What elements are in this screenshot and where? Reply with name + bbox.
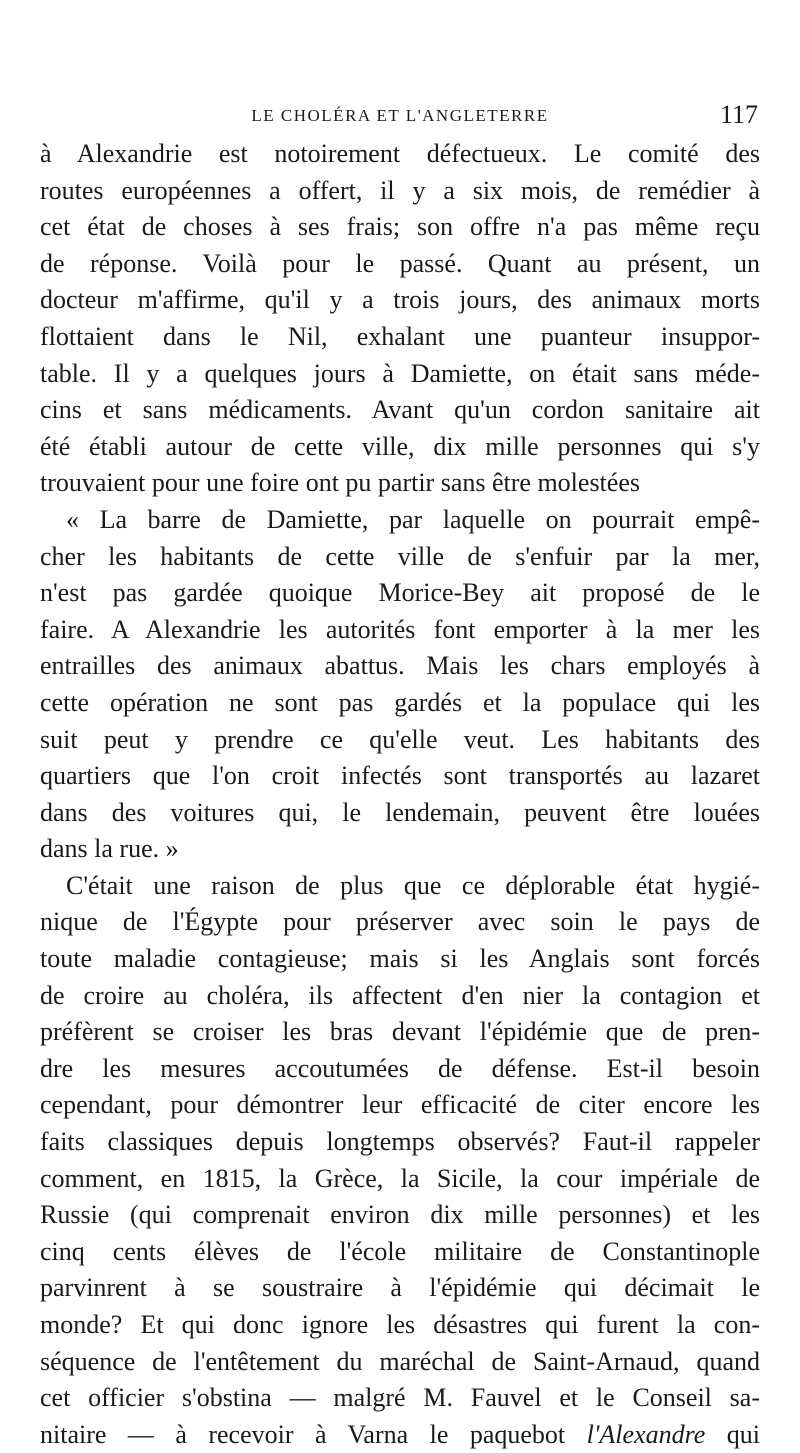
text-line-content: cher les habitants de cette ville de s'enfuir par la mer, (40, 541, 760, 571)
text-line-content: parvinrent à se soustraire à l'épidémie qui décimait le (40, 1273, 760, 1303)
text-line (40, 941, 760, 978)
text-line (40, 1051, 760, 1088)
text-line-content: faire. A Alexandrie les autorités font emporter à la mer les (40, 614, 760, 644)
text-line (40, 1380, 760, 1417)
text-line-content: cet état de choses à ses frais; son offre n'a pas même reçu (40, 212, 760, 242)
text-line-content: de réponse. Voilà pour le passé. Quant au présent, un (40, 248, 760, 278)
text-line (40, 1014, 760, 1051)
text-line-content: faits classiques depuis longtemps observés? Faut-il rappeler (40, 1127, 760, 1157)
text-line-content: été établi autour de cette ville, dix mille personnes qui s'y (40, 431, 760, 461)
book-page (40, 96, 760, 1453)
text-line (40, 246, 760, 283)
running-header (40, 96, 760, 136)
body-text (40, 136, 760, 1453)
text-line (40, 1307, 760, 1344)
text-line (40, 1270, 760, 1307)
text-line (40, 173, 760, 210)
text-line-content: routes européennes a offert, il y a six mois, de remédier à (40, 175, 760, 205)
text-line (40, 795, 760, 832)
text-line-tail: qui (726, 1419, 760, 1449)
text-line (40, 685, 760, 722)
text-line (40, 392, 760, 429)
text-line-content: dans la rue. » (40, 834, 179, 864)
text-line-content: dre les mesures accoutumées de défense. Est-il besoin (40, 1053, 760, 1083)
text-line-content: dans des voitures qui, le lendemain, peuvent être louées (40, 797, 760, 827)
text-line (40, 465, 760, 502)
text-line-content: nique de l'Égypte pour préserver avec soin le pays de (40, 907, 760, 937)
text-line-content: nitaire — à recevoir à Varna le paquebot (40, 1419, 566, 1449)
text-line-content: toute maladie contagieuse; mais si les Anglais sont forcés (40, 944, 760, 974)
text-line-content: cinq cents élèves de l'école militaire de Constantinople (40, 1236, 760, 1266)
text-line-content: docteur m'affirme, qu'il y a trois jours, des animaux morts (40, 285, 760, 315)
text-line-content: flottaient dans le Nil, exhalant une puanteur insuppor- (40, 321, 760, 351)
text-line-content: cette opération ne sont pas gardés et la populace qui les (40, 687, 760, 717)
text-line (40, 1417, 760, 1453)
text-line (40, 1087, 760, 1124)
running-title: LE CHOLÉRA ET L'ANGLETERRE (251, 106, 549, 125)
text-line-content: C'était une raison de plus que ce déplorable état hygié- (66, 870, 760, 900)
page-number: 117 (719, 100, 758, 129)
text-line (40, 319, 760, 356)
text-line (40, 831, 760, 868)
text-line (40, 136, 760, 173)
text-line (40, 209, 760, 246)
text-line (40, 1197, 760, 1234)
text-line (40, 978, 760, 1015)
text-line (40, 722, 760, 759)
text-line (40, 904, 760, 941)
text-line-content: monde? Et qui donc ignore les désastres qui furent la con- (40, 1310, 760, 1339)
text-line (40, 282, 760, 319)
text-line-content: préfèrent se croiser les bras devant l'épidémie que de pren- (40, 1017, 760, 1047)
text-line (40, 1161, 760, 1198)
text-line (40, 356, 760, 393)
text-line-content: n'est pas gardée quoique Morice-Bey ait proposé de le (40, 578, 760, 608)
text-line-content: cet officier s'obstina — malgré M. Fauvel et le Conseil sa- (40, 1383, 760, 1413)
text-line (40, 575, 760, 612)
text-line (40, 612, 760, 649)
text-line-content: trouvaient pour une foire ont pu partir sans être molestées (40, 468, 640, 498)
text-line (40, 502, 760, 539)
text-line-content: à Alexandrie est notoirement défectueux. Le comité des (40, 139, 760, 168)
text-line-content: table. Il y a quelques jours à Damiette, on était sans méde- (40, 358, 760, 388)
text-line (40, 648, 760, 685)
text-line-content: entrailles des animaux abattus. Mais les chars employés à (40, 651, 760, 681)
text-line-content: cins et sans médicaments. Avant qu'un cordon sanitaire ait (40, 395, 760, 425)
text-line (40, 1124, 760, 1161)
text-line-content: « La barre de Damiette, par laquelle on pourrait empê- (66, 504, 760, 534)
italic-ship-name: l'Alexandre (586, 1419, 706, 1449)
text-line (40, 539, 760, 576)
text-line-content: suit peut y prendre ce qu'elle veut. Les habitants des (40, 724, 760, 754)
text-line (40, 868, 760, 905)
text-line-content: de croire au choléra, ils affectent d'en nier la contagion et (40, 980, 760, 1010)
text-line-content: séquence de l'entêtement du maréchal de Saint-Arnaud, quand (40, 1346, 760, 1376)
text-line-content: Russie (qui comprenait environ dix mille personnes) et les (40, 1200, 760, 1230)
text-line-content: cependant, pour démontrer leur efficacité de citer encore les (40, 1090, 760, 1120)
text-line-content: comment, en 1815, la Grèce, la Sicile, la cour impériale de (40, 1163, 760, 1193)
text-line (40, 1234, 760, 1271)
text-line (40, 429, 760, 466)
text-line (40, 758, 760, 795)
text-line-content: quartiers que l'on croit infectés sont transportés au lazaret (40, 761, 760, 791)
text-line (40, 1344, 760, 1381)
